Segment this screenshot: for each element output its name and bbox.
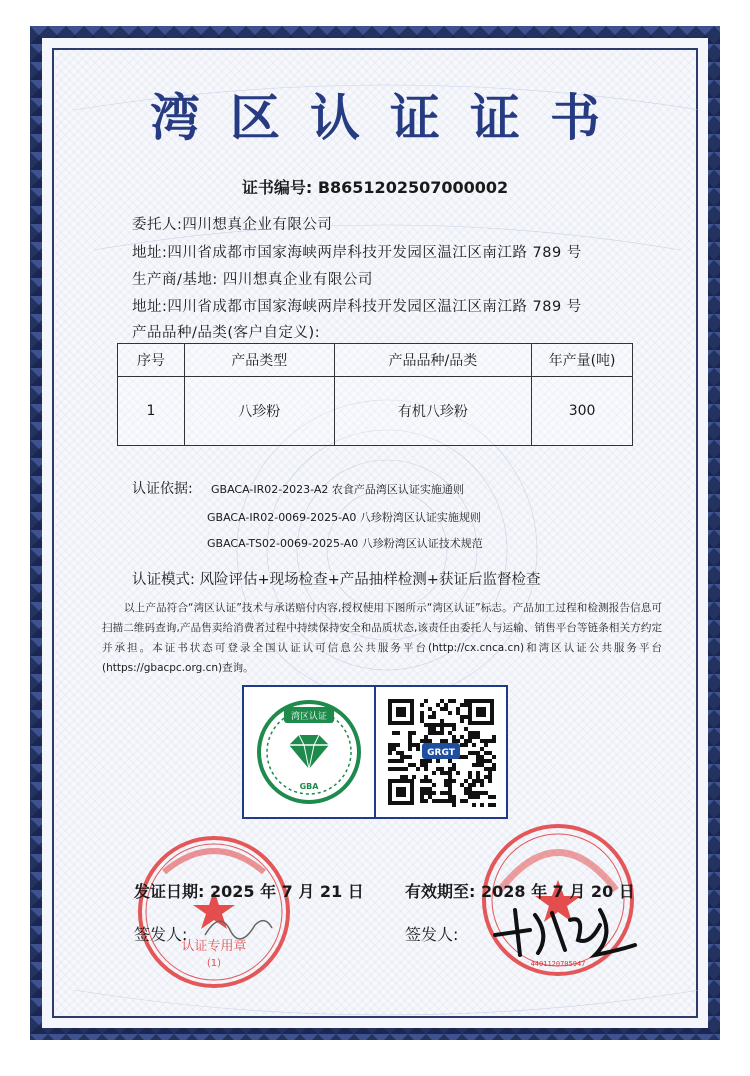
qr-module: [476, 791, 480, 795]
qr-module: [460, 703, 464, 707]
basis-label: 认证依据:: [132, 481, 193, 497]
qr-module: [472, 735, 476, 739]
gba-logo-cell: [244, 687, 376, 817]
qr-module: [492, 755, 496, 759]
qr-module: [452, 699, 456, 703]
cell-index: 1: [118, 377, 185, 446]
qr-module: [452, 767, 456, 771]
qr-module: [388, 751, 392, 755]
qr-module: [468, 771, 472, 775]
qr-module: [488, 751, 492, 755]
producer-label: 生产商/基地:: [132, 272, 218, 288]
mode-value: 风险评估+现场检查+产品抽样检测+获证后监督检查: [199, 572, 541, 588]
qr-module: [444, 771, 448, 775]
qr-module: [428, 731, 432, 735]
qr-module: [444, 783, 448, 787]
qr-module: [472, 779, 476, 783]
qr-module: [396, 731, 400, 735]
qr-module: [440, 799, 444, 803]
qr-module: [444, 791, 448, 795]
qr-module: [448, 711, 452, 715]
qr-module: [408, 743, 412, 747]
qr-module: [476, 751, 480, 755]
qr-module: [424, 763, 428, 767]
qr-module: [428, 707, 432, 711]
qr-module: [412, 763, 416, 767]
qr-module: [408, 735, 412, 739]
qr-module: [408, 731, 412, 735]
qr-module: [392, 747, 396, 751]
qr-module: [452, 735, 456, 739]
qr-module: [484, 751, 488, 755]
qr-module: [436, 703, 440, 707]
qr-module: [432, 727, 436, 731]
qr-module: [488, 739, 492, 743]
qr-module: [440, 719, 444, 723]
cell-variety: 有机八珍粉: [334, 377, 532, 446]
qr-module: [472, 743, 476, 747]
qr-module: [488, 775, 492, 779]
qr-module: [408, 739, 412, 743]
left-signer-label: 签发人:: [134, 925, 188, 944]
client-address-label: 地址:: [132, 245, 168, 261]
qr-module: [476, 759, 480, 763]
qr-module: [444, 723, 448, 727]
qr-module: [432, 711, 436, 715]
qr-module: [492, 739, 496, 743]
qr-module: [472, 763, 476, 767]
qr-module: [440, 771, 444, 775]
product-table: [117, 343, 633, 446]
qr-module: [420, 715, 424, 719]
qr-module: [460, 783, 464, 787]
basis-item-3: GBACA-TS02-0069-2025-A0 八珍粉湾区认证技术规范: [207, 537, 483, 550]
qr-module: [416, 743, 420, 747]
qr-module: [436, 731, 440, 735]
qr-module: [424, 791, 428, 795]
qr-module: [492, 795, 496, 799]
right-signature: [490, 895, 640, 965]
left-seal-center: 认证专用章: [181, 939, 247, 954]
qr-module: [484, 739, 488, 743]
statement-paragraph: 以上产品符合“湾区认证”技术与承诺赔付内容,授权使用下图所示“湾区认证”标志。产品加工过程和检测报告信息可扫描二维码查询,产品售卖给消费者过程中持续保持安全和品质状态,该责任由委托人与运输、销售平台等链条相关方约定并承担。本证书状态可登录全国认证认可信息公共服务平台(http://cx.cnca.cn)和湾区认证公共服务平台(https://gbacpc.org.cn)查询。: [102, 602, 662, 674]
qr-module: [420, 787, 424, 791]
qr-module: [432, 799, 436, 803]
qr-module: [420, 795, 424, 799]
qr-module: [492, 735, 496, 739]
qr-module: [476, 771, 480, 775]
qr-module: [448, 779, 452, 783]
qr-module: [476, 779, 480, 783]
qr-module: [448, 699, 452, 703]
qr-module: [432, 715, 436, 719]
certificate-title: 湾区认证证书: [150, 88, 630, 147]
header-output: 年产量(吨): [532, 344, 633, 377]
qr-code-cell[interactable]: [376, 687, 506, 817]
left-signature: [200, 900, 280, 950]
qr-module: [420, 759, 424, 763]
qr-module: [428, 723, 432, 727]
qr-module: [448, 783, 452, 787]
qr-module: [400, 751, 404, 755]
qr-module: [400, 775, 404, 779]
qr-module: [488, 771, 492, 775]
qr-module: [440, 791, 444, 795]
producer-value: 四川想真企业有限公司: [222, 272, 373, 288]
qr-module: [464, 715, 468, 719]
cell-output: 300: [532, 377, 633, 446]
qr-module: [468, 735, 472, 739]
qr-module: [472, 803, 476, 807]
qr-module: [452, 727, 456, 731]
qr-module: [428, 791, 432, 795]
qr-module: [488, 803, 492, 807]
qr-module: [464, 743, 468, 747]
qr-module: [476, 735, 480, 739]
qr-module: [420, 799, 424, 803]
qr-module: [400, 767, 404, 771]
cell-type: 八珍粉: [184, 377, 334, 446]
qr-module: [460, 755, 464, 759]
cert-number-label: 证书编号:: [241, 178, 313, 197]
qr-module: [432, 723, 436, 727]
qr-module: [448, 799, 452, 803]
qr-module: [412, 731, 416, 735]
qr-module: [468, 791, 472, 795]
qr-module: [440, 739, 444, 743]
qr-module: [420, 779, 424, 783]
qr-module: [460, 735, 464, 739]
qr-module: [448, 775, 452, 779]
qr-module: [424, 799, 428, 803]
qr-module: [412, 743, 416, 747]
qr-module: [440, 731, 444, 735]
qr-module: [472, 783, 476, 787]
qr-module: [436, 759, 440, 763]
qr-module: [436, 723, 440, 727]
qr-module: [456, 739, 460, 743]
qr-module: [420, 763, 424, 767]
table-row: [118, 377, 633, 446]
qr-module: [488, 795, 492, 799]
client-address-value: 四川省成都市国家海峡两岸科技开发园区温江区南江路 789 号: [167, 245, 582, 261]
qr-module: [468, 795, 472, 799]
qr-module: [472, 791, 476, 795]
qr-module: [460, 743, 464, 747]
qr-module: [424, 759, 428, 763]
qr-module: [396, 751, 400, 755]
qr-module: [424, 787, 428, 791]
qr-module: [392, 731, 396, 735]
qr-module: [476, 795, 480, 799]
mark-panel: [242, 685, 508, 819]
header-index: 序号: [118, 344, 185, 377]
client-label: 委托人:: [132, 217, 183, 233]
qr-module: [396, 767, 400, 771]
producer-line: [132, 268, 373, 289]
qr-module: [420, 719, 424, 723]
qr-module: [468, 783, 472, 787]
qr-module: [440, 699, 444, 703]
qr-module: [476, 755, 480, 759]
qr-module: [484, 775, 488, 779]
qr-module: [400, 755, 404, 759]
client-address-line: [132, 241, 582, 262]
qr-module: [448, 787, 452, 791]
qr-module: [484, 767, 488, 771]
qr-module: [480, 755, 484, 759]
qr-badge-text: GRGT: [427, 748, 455, 758]
qr-module: [480, 739, 484, 743]
qr-module: [480, 803, 484, 807]
qr-module: [428, 759, 432, 763]
client-value: 四川想真企业有限公司: [182, 217, 333, 233]
producer-address-line: [132, 295, 582, 316]
qr-module: [488, 767, 492, 771]
qr-module: [408, 755, 412, 759]
qr-module: [388, 767, 392, 771]
qr-module: [452, 803, 456, 807]
qr-code[interactable]: [386, 697, 496, 807]
qr-module: [432, 783, 436, 787]
qr-module: [464, 699, 468, 703]
client-line: [132, 213, 332, 234]
qr-module: [480, 791, 484, 795]
qr-module: [480, 783, 484, 787]
qr-module: [392, 767, 396, 771]
qr-module: [492, 763, 496, 767]
right-seal-num: 4401120705947: [530, 960, 586, 968]
qr-module: [464, 739, 468, 743]
qr-module: [460, 719, 464, 723]
qr-module: [492, 767, 496, 771]
qr-module: [428, 739, 432, 743]
logo-bottom-text: GBA: [299, 782, 319, 791]
issue-date-line: [134, 879, 364, 902]
qr-module: [400, 759, 404, 763]
qr-module: [472, 731, 476, 735]
qr-module: [464, 799, 468, 803]
qr-module: [432, 731, 436, 735]
qr-module: [428, 795, 432, 799]
qr-module: [440, 707, 444, 711]
qr-module: [480, 747, 484, 751]
qr-module: [392, 743, 396, 747]
qr-module: [476, 731, 480, 735]
qr-module: [388, 743, 392, 747]
qr-module: [440, 727, 444, 731]
qr-module: [468, 787, 472, 791]
qr-module: [428, 779, 432, 783]
basis-item-2: GBACA-IR02-0069-2025-A0 八珍粉湾区认证实施规则: [207, 511, 481, 524]
qr-module: [424, 767, 428, 771]
qr-module: [444, 739, 448, 743]
qr-module: [396, 759, 400, 763]
qr-module: [436, 767, 440, 771]
qr-module: [424, 723, 428, 727]
qr-module: [452, 739, 456, 743]
producer-address-label: 地址:: [132, 299, 168, 315]
issue-value: 2025 年 7 月 21 日: [209, 882, 364, 901]
qr-module: [440, 723, 444, 727]
qr-module: [468, 751, 472, 755]
qr-module: [464, 791, 468, 795]
qr-module: [444, 703, 448, 707]
qr-module: [464, 755, 468, 759]
right-signer-label: 签发人:: [405, 925, 459, 944]
qr-module: [388, 747, 392, 751]
cert-number-value: B8651202507000002: [317, 178, 509, 197]
qr-module: [408, 747, 412, 751]
qr-module: [428, 727, 432, 731]
qr-module: [456, 711, 460, 715]
qr-module: [424, 699, 428, 703]
qr-module: [456, 707, 460, 711]
qr-module: [424, 779, 428, 783]
qr-module: [444, 799, 448, 803]
qr-module: [464, 727, 468, 731]
qr-module: [452, 795, 456, 799]
qr-module: [420, 739, 424, 743]
qr-module: [484, 759, 488, 763]
qr-module: [404, 767, 408, 771]
logo-top-text: 湾区认证: [290, 712, 328, 722]
product-caption: 产品品种/品类(客户自定义):: [132, 325, 321, 341]
header-variety: 产品品种/品类: [334, 344, 532, 377]
qr-module: [452, 779, 456, 783]
qr-module: [488, 759, 492, 763]
qr-module: [488, 779, 492, 783]
qr-module: [480, 763, 484, 767]
basis-item-1: GBACA-IR02-2023-A2 农食产品湾区认证实施通则: [211, 483, 464, 496]
qr-module: [472, 751, 476, 755]
table-header-row: [118, 344, 633, 377]
producer-address-value: 四川省成都市国家海峡两岸科技开发园区温江区南江路 789 号: [167, 299, 582, 315]
qr-module: [448, 723, 452, 727]
qr-module: [480, 779, 484, 783]
certificate-number: [0, 175, 750, 198]
qr-module: [468, 775, 472, 779]
qr-module: [412, 775, 416, 779]
qr-module: [468, 739, 472, 743]
qr-module: [448, 791, 452, 795]
qr-module: [424, 775, 428, 779]
qr-module: [432, 771, 436, 775]
qr-module: [464, 703, 468, 707]
qr-module: [464, 779, 468, 783]
qr-module: [468, 731, 472, 735]
qr-module: [420, 791, 424, 795]
qr-module: [436, 799, 440, 803]
qr-module: [464, 787, 468, 791]
qr-module: [424, 735, 428, 739]
qr-module: [404, 775, 408, 779]
qr-module: [416, 747, 420, 751]
expiry-value: 2028 年 7 月 20 日: [480, 882, 635, 901]
left-seal-num: (1): [206, 958, 222, 969]
qr-module: [444, 707, 448, 711]
qr-module: [448, 731, 452, 735]
qr-module: [444, 779, 448, 783]
qr-module: [480, 759, 484, 763]
issue-label: 发证日期:: [134, 882, 205, 901]
qr-module: [448, 795, 452, 799]
qr-module: [424, 739, 428, 743]
qr-module: [428, 715, 432, 719]
qr-module: [492, 803, 496, 807]
qr-module: [420, 703, 424, 707]
qr-module: [452, 799, 456, 803]
qr-module: [440, 767, 444, 771]
qr-module: [484, 791, 488, 795]
qr-module: [416, 767, 420, 771]
header-type: 产品类型: [184, 344, 334, 377]
qr-module: [392, 759, 396, 763]
qr-module: [452, 723, 456, 727]
qr-module: [472, 795, 476, 799]
qr-module: [448, 771, 452, 775]
qr-module: [408, 763, 412, 767]
qr-module: [448, 767, 452, 771]
gba-certification-logo: [254, 697, 364, 807]
qr-module: [456, 771, 460, 775]
qr-module: [476, 763, 480, 767]
qr-module: [432, 791, 436, 795]
qr-module: [388, 759, 392, 763]
qr-module: [404, 755, 408, 759]
qr-module: [476, 775, 480, 779]
qr-module: [428, 787, 432, 791]
qr-module: [420, 711, 424, 715]
mode-label: 认证模式:: [132, 572, 195, 588]
qr-module: [396, 743, 400, 747]
qr-module: [460, 715, 464, 719]
mode-line: [132, 568, 540, 589]
expiry-label: 有效期至:: [405, 882, 476, 901]
qr-module: [448, 759, 452, 763]
qr-module: [460, 799, 464, 803]
qr-module: [452, 763, 456, 767]
qr-module: [484, 743, 488, 747]
